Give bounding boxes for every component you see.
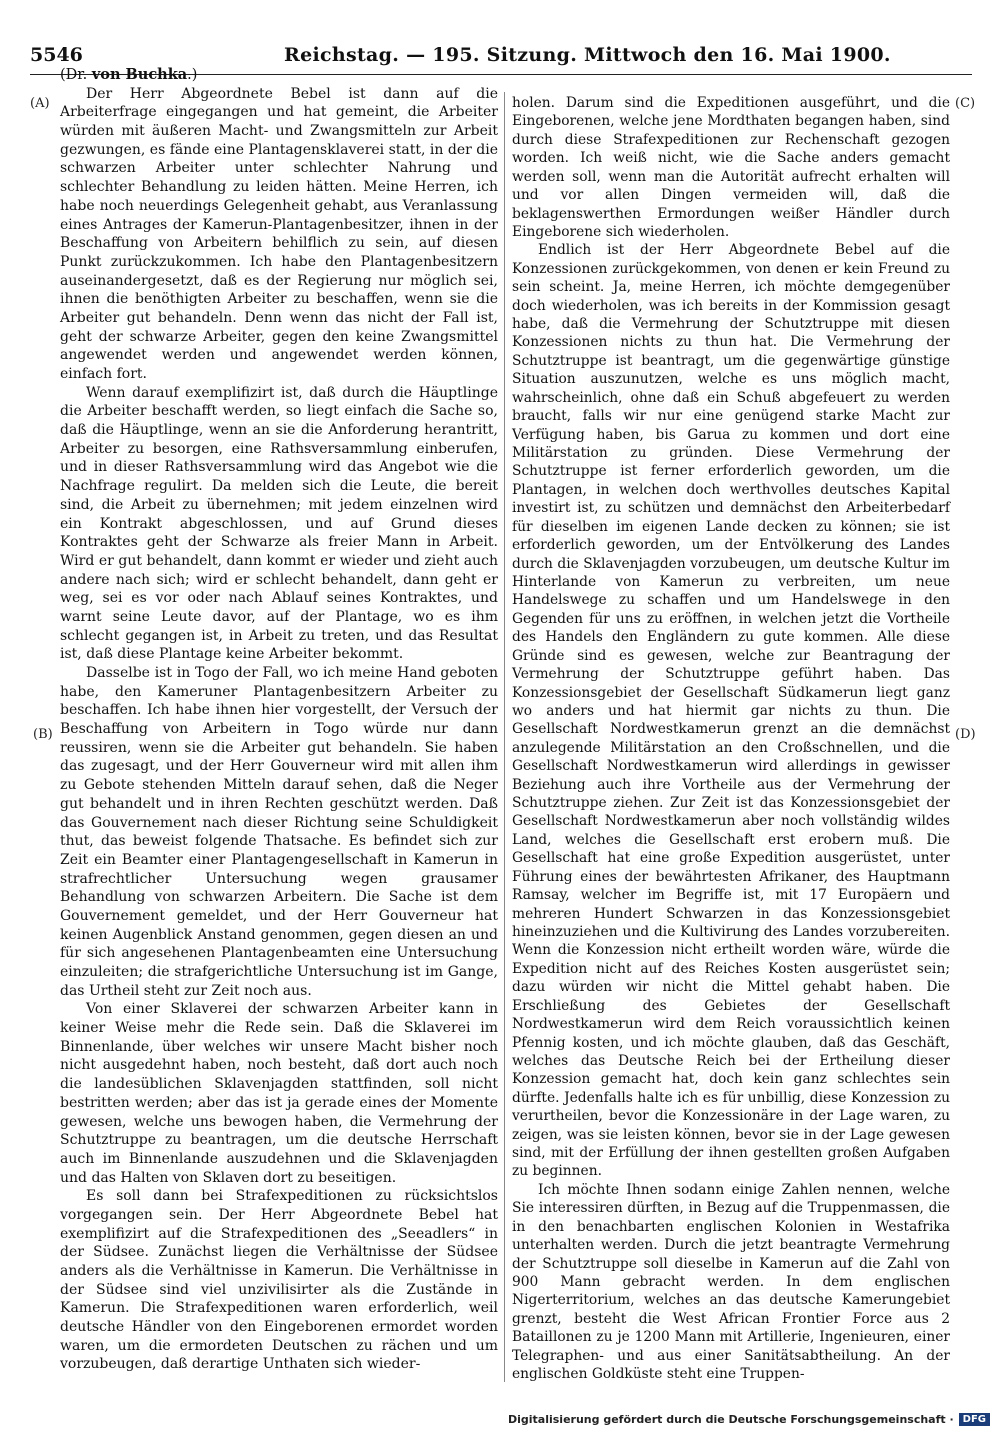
paragraph: holen. Darum sind die Expeditionen ausgeführt, und die Eingeborenen, welche jene Mordthaten begangen haben, sind durch diese Strafexpeditionen zur Rechenschaft gezogen worden. Ich weiß nicht, wie die Sache anders gemacht werden soll, wenn man die Autorität aufrecht erhalten will und vor allen Dingen vermeiden will, daß die beklagenswerthen Ermordungen weißer Händler durch Eingeborene sich wiederholen. [512,95,950,240]
left-column [60,66,498,1374]
speaker-attribution [60,66,498,85]
credit-text: Digitalisierung gefördert durch die Deutsche Forschungsgemeinschaft · [507,1413,954,1426]
speaker-suffix: .) [187,67,198,83]
page-number: 5546 [30,44,83,66]
running-title: Reichstag. — 195. Sitzung. Mittwoch den 16. Mai 1900. [284,44,891,66]
digitization-credit [508,1413,990,1426]
dfg-logo: DFG [959,1413,990,1426]
margin-mark-c: (C) [955,96,976,111]
paragraph: Der Herr Abgeordnete Bebel ist dann auf die Arbeiterfrage eingegangen und hat gemeint, die Arbeiter würden mit äußeren Macht- und Zwangsmitteln zur Arbeit gezwungen, es fände eine Plantagensklaverei statt, in der die schwarzen Arbeiter unter schlechter Nahrung und schlechter Behandlung zu leiden hätten. Meine Herren, ich habe noch neuerdings Gelegenheit gehabt, aus Veranlassung eines Antrages der Kamerun-Plantagenbesitzer, ihnen in der Beschaffung von Arbeitern behilflich zu sein, auf diesen Punkt zurückzukommen. Ich habe den Plantagenbesitzern auseinandergesetzt, daß es der Regierung nur möglich sei, ihnen die benöthigten Arbeiter zu beschaffen, wenn sie die Arbeiter gut behandeln. Denn wenn das nicht der Fall ist, geht der schwarze Arbeiter, gegen den keine Zwangsmittel angewendet werden und angewendet werden können, einfach fort. [60,85,498,382]
paragraph: Wenn darauf exemplifizirt ist, daß durch die Häuptlinge die Arbeiter beschafft werden, so liegt einfach die Sache so, daß die Häuptlinge, wenn an sie die Anforderung herantritt, Arbeiter zu besorgen, eine Rathsversammlung einberufen, und in dieser Rathsversammlung wird das Angebot wie die Nachfrage regulirt. Da melden sich die Leute, die bereit sind, die Arbeit zu übernehmen; mit jedem einzelnen wird ein Kontrakt abgeschlossen, und auf Grund dieses Kontraktes geht der Schwarze als freier Mann in Arbeit. Wird er gut behandelt, dann kommt er wieder und zieht auch andere nach sich; wird er schlecht behandelt, dann geht er weg, sei es vor oder nach Ablauf seines Kontraktes, und warnt seine Leute davor, auf der Plantage, wo es ihm schlecht gegangen ist, in Arbeit zu treten, und das Resultat ist, daß diese Plantage keine Arbeiter bekommt. [60,384,498,663]
paragraph: Von einer Sklaverei der schwarzen Arbeiter kann in keiner Weise mehr die Rede sein. Daß die Sklaverei im Binnenlande, über welches wir unsere Macht bisher noch nicht ausgedehnt haben, noch besteht, daß dort auch noch die landesüblichen Sklavenjagden stattfinden, soll nicht bestritten werden; aber das ist ja gerade eines der Momente gewesen, welche uns bewogen haben, die Vermehrung der Schutztruppe zu beantragen, um die deutsche Herrschaft auch im Binnenlande auszudehnen und die Sklavenjagden und das Halten von Sklaven dort zu beseitigen. [60,1001,498,1186]
margin-mark-d: (D) [955,727,976,742]
paragraph: Ich möchte Ihnen sodann einige Zahlen nennen, welche Sie interessiren dürften, in Bezug auf die Truppenmassen, die in den benachbarten englischen Kolonien in Westafrika unterhalten werden. Durch die jetzt beantragte Vermehrung der Schutztruppe soll dieselbe in Kamerun auf die Zahl von 900 Mann gebracht werden. In dem englischen Nigerterritorium, welches an das deutsche Kamerungebiet grenzt, besteht die West African Frontier Force aus 2 Bataillonen zu je 1200 Mann mit Artillerie, Ingenieuren, einer Telegraphen- und aus einer Sanitätsabtheilung. An der englischen Goldküste steht eine Truppen- [512,1181,950,1383]
paragraph: Dasselbe ist in Togo der Fall, wo ich meine Hand geboten habe, den Kameruner Plantagenbesitzern Arbeiter zu beschaffen. Ich habe ihnen hier vorgestellt, der Versuch der Beschaffung von Arbeitern in Togo würde nur dann reussiren, wenn sie die Arbeiter gut behandeln. Sie haben das zugesagt, und der Herr Gouverneur wird mit allen ihm zu Gebote stehenden Mitteln darauf sehen, daß die Neger gut behandelt und in ihren Rechten geschützt werden. Daß das Gouvernement nach dieser Richtung seine Schuldigkeit thut, das beweist folgende Thatsache. Es befindet sich zur Zeit ein Beamter einer Plantagengesellschaft in Kamerun in strafrechtlicher Untersuchung wegen grausamer Behandlung von schwarzen Arbeitern. Die Sache ist dem Gouvernement gemeldet, und der Herr Gouverneur hat keinen Augenblick Anstand genommen, gegen diesen an und für sich angesehenen Plantagenbeamten eine Untersuchung einzuleiten; die strafgerichtliche Untersuchung ist im Gange, das Urtheil steht zur Zeit noch aus. [60,665,498,999]
speaker-prefix: (Dr. [60,67,88,83]
paragraph: Endlich ist der Herr Abgeordnete Bebel auf die Konzessionen zurückgekommen, von denen er kein Freund zu sein scheint. Ja, meine Herren, ich möchte demgegenüber doch wiederholen, was ich bereits in der Kommission gesagt habe, daß die Vermehrung der Schutztruppe mit diesen Konzessionen nichts zu thun hat. Die Vermehrung der Schutztruppe ist beantragt, um die gegenwärtige günstige Situation auszunutzen, welche es uns möglich macht, wahrscheinlich, ohne daß ein Schuß abgefeuert zu werden braucht, falls wir nur eine genügend starke Macht zur Verfügung haben, bis Garua zu kommen und dort eine Militärstation zu gründen. Diese Vermehrung der Schutztruppe ist ferner erforderlich geworden, um die Plantagen, in welchen doch werthvolles deutsches Kapital investirt ist, zu schützen und demnächst den Arbeiterbedarf für dieselben im eigenen Lande decken zu können; sie ist erforderlich geworden, um der Entvölkerung des Landes durch die Sklavenjagden vorzubeugen, um deutsche Kultur im Hinterlande von Kamerun zu verbreiten, um neue Handelswege zu schaffen und um Handelswege in den Gegenden für uns zu eröffnen, in welchen jetzt die Vortheile des Handels den Engländern zu gute kommen. Alle diese Gründe sind es gewesen, welche zur Beantragung der Vermehrung der Schutztruppe geführt haben. Das Konzessionsgebiet der Gesellschaft Südkamerun liegt ganz wo anders und hat hiermit gar nichts zu thun. Die Gesellschaft Nordwestkamerun grenzt an die demnächst anzulegende Militärstation an den Croßschnellen, und die Gesellschaft Nordwestkamerun wird allerdings in gewisser Beziehung auch ihre Vortheile aus der Vermehrung der Schutztruppe ziehen. Zur Zeit ist das Konzessionsgebiet der Gesellschaft Nordwestkamerun aber noch vollständig wildes Land, welches die Gesellschaft erst erobern muß. Die Gesellschaft hat eine große Expedition ausgerüstet, unter Führung eines der bewährtesten Afrikaner, des Hauptmann Ramsay, welcher im Begriffe ist, mit 17 Europäern und mehreren Hundert Schwarzen in das Konzessionsgebiet hineinzuziehen und die Kultivirung des Landes vorzubereiten. Wenn die Konzession nicht ertheilt worden wäre, würde die Expedition nicht auf des Reiches Kosten ausgerüstet sein; dazu würden wir nicht die Mittel gehabt haben. Die Erschließung des Gebietes der Gesellschaft Nordwestkamerun wird dem Reich voraussichtlich keinen Pfennig kosten, und ich möchte glauben, daß das Geschäft, welches das Deutsche Reich bei der Ertheilung dieser Konzession gemacht hat, doch kein ganz schlechtes sein dürfte. Jedenfalls halte ich es für unbillig, diese Konzession zu verurtheilen, bevor die Konzessionäre in der Lage waren, zu zeigen, was sie leisten können, bevor sie in der Lage gewesen sind, mit der Erfüllung der ihnen gestellten großen Aufgaben zu beginnen. [512,242,950,1180]
column-divider [504,92,505,1382]
paragraph: Es soll dann bei Strafexpeditionen zu rücksichtslos vorgegangen sein. Der Herr Abgeordnete Bebel hat exemplifizirt auf die Strafexpeditionen des „Seeadlers“ in der Südsee. Zunächst liegen die Verhältnisse der Südsee anders als die Verhältnisse in Kamerun. Die Verhältnisse in der Südsee sind viel unzivilisirter als die Zustände in Kamerun. Die Strafexpeditionen waren erforderlich, weil deutsche Händler von den Eingeborenen ermordet worden waren, um die ermordeten Deutschen zu rächen und um vorzubeugen, daß derartige Unthaten sich wieder- [60,1188,498,1373]
margin-mark-a: (A) [30,96,50,111]
right-column [512,94,950,1384]
margin-mark-b: (B) [33,727,53,742]
speaker-name: von Buchka [91,66,188,83]
